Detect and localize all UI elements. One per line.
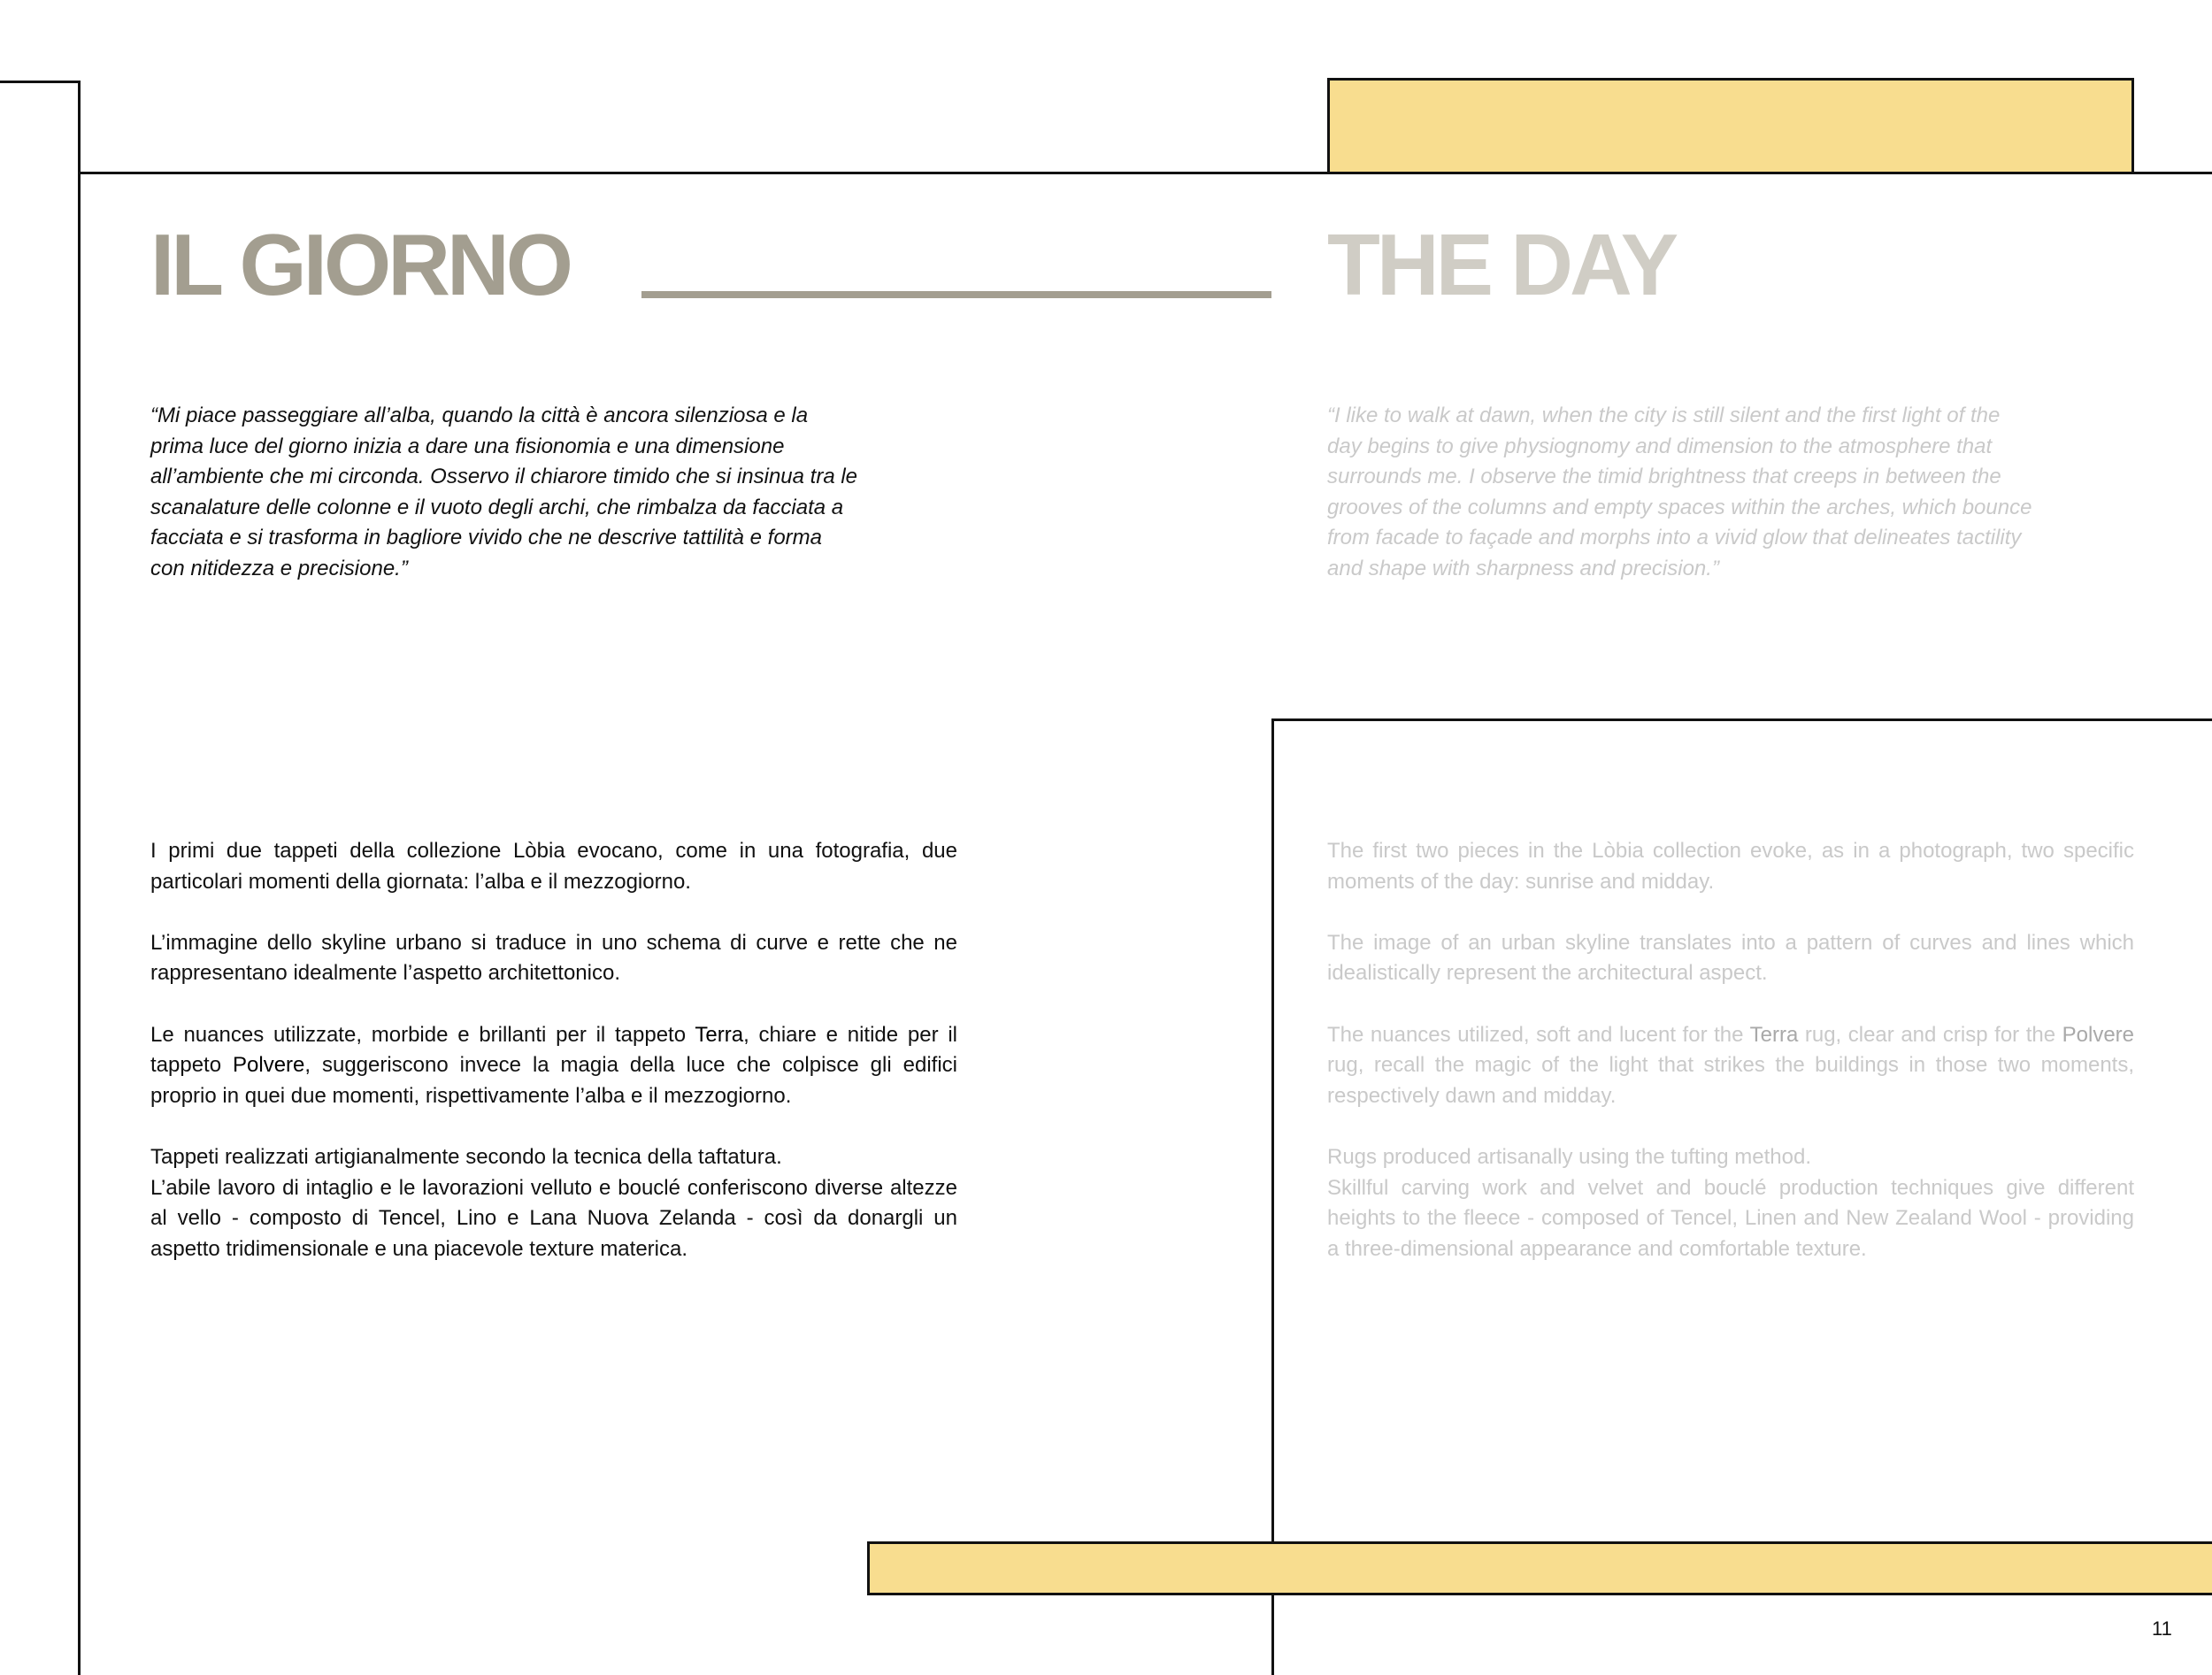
text-span: The nuances utilized, soft and lucent for the (1327, 1022, 1750, 1047)
body-italian-paragraph-4-line-2: L’abile lavoro di intaglio e le lavorazioni velluto e bouclé conferiscono diverse altezze al vello - composto di Tencel, Lino e Lana Nuova Zelanda - così da donargli un aspetto tridimensionale e una piacevole texture materica. (150, 1175, 957, 1261)
title-underline-rule (641, 291, 1271, 298)
text-span: , suggeriscono invece la magia della luce che colpisce gli edifici proprio in quei due momenti, rispettivamente l’alba e il mezzogiorno. (150, 1053, 957, 1108)
text-span: rug, clear and crisp for the (1798, 1022, 2062, 1047)
body-english-paragraph-1: The first two pieces in the Lòbia collection evoke, as in a photograph, two specific moments of the day: sunrise and midday. (1327, 839, 2134, 894)
body-italian (150, 836, 957, 1264)
body-english-paragraph-4-line-1: Rugs produced artisanally using the tufting method. (1327, 1144, 1811, 1169)
text-span: , chiare e nitide per il tappeto (150, 1022, 957, 1078)
body-english-paragraph-3 (1327, 1020, 2134, 1112)
body-italian-paragraph-4-line-1: Tappeti realizzati artigianalmente secondo la tecnica della taftatura. (150, 1144, 782, 1169)
product-name-terra: Terra (1749, 1022, 1799, 1047)
product-name-polvere: Polvere (2062, 1022, 2134, 1047)
product-name-polvere: Polvere (233, 1053, 305, 1078)
text-span: rug, recall the magic of the light that strikes the buildings in those two moments, respectively dawn and midday. (1327, 1053, 2134, 1108)
body-english (1327, 836, 2134, 1264)
frame-top-left-rule (0, 81, 80, 83)
quote-italian: “Mi piace passeggiare all’alba, quando la città è ancora silenziosa e la prima luce del giorno inizia a dare una fisionomia e una dimensione all’ambiente che mi circonda. Osservo il chiarore timido che si insinua tra le scanalature delle colonne e il vuoto degli archi, che rimbalza da facciata a facciata e si trasforma in bagliore vivido che ne descrive tattilità e forma con nitidezza e precisione.” (150, 403, 858, 580)
title-english: THE DAY (1327, 216, 1676, 313)
page-number: 11 (2152, 1617, 2172, 1640)
bottom-accent-band (867, 1541, 2212, 1595)
frame-left-vertical-rule (78, 81, 81, 1675)
body-english-paragraph-2: The image of an urban skyline translates into a pattern of curves and lines which idealistically represent the architectural aspect. (1327, 930, 2134, 986)
text-span: Le nuances utilizzate, morbide e brillanti per il tappeto (150, 1022, 695, 1047)
body-italian-paragraph-1: I primi due tappeti della collezione Lòbia evocano, come in una fotografia, due particolari momenti della giornata: l’alba e il mezzogiorno. (150, 839, 957, 894)
title-italian: IL GIORNO (150, 216, 571, 313)
right-frame-vertical-rule (1271, 718, 1274, 1675)
top-accent-block (1327, 78, 2134, 174)
body-english-paragraph-4-line-2: Skillful carving work and velvet and bouclé production techniques give different heights to the fleece - composed of Tencel, Linen and New Zealand Wool - providing a three-dimensional appearance and comfortable texture. (1327, 1175, 2134, 1261)
body-italian-paragraph-2: L’immagine dello skyline urbano si traduce in uno schema di curve e rette che ne rappresentano idealmente l’aspetto architettonico. (150, 930, 957, 986)
right-frame-top-rule (1271, 718, 2212, 721)
product-name-terra: Terra (695, 1022, 744, 1047)
body-italian-paragraph-3 (150, 1020, 957, 1112)
quote-english: “I like to walk at dawn, when the city is still silent and the first light of the day begins to give physiognomy and dimension to the atmosphere that surrounds me. I observe the timid brightness that creeps in between the grooves of the columns and empty spaces within the arches, which bounce from facade to façade and morphs into a vivid glow that delineates tactility and shape with sharpness and precision.” (1327, 403, 2032, 580)
